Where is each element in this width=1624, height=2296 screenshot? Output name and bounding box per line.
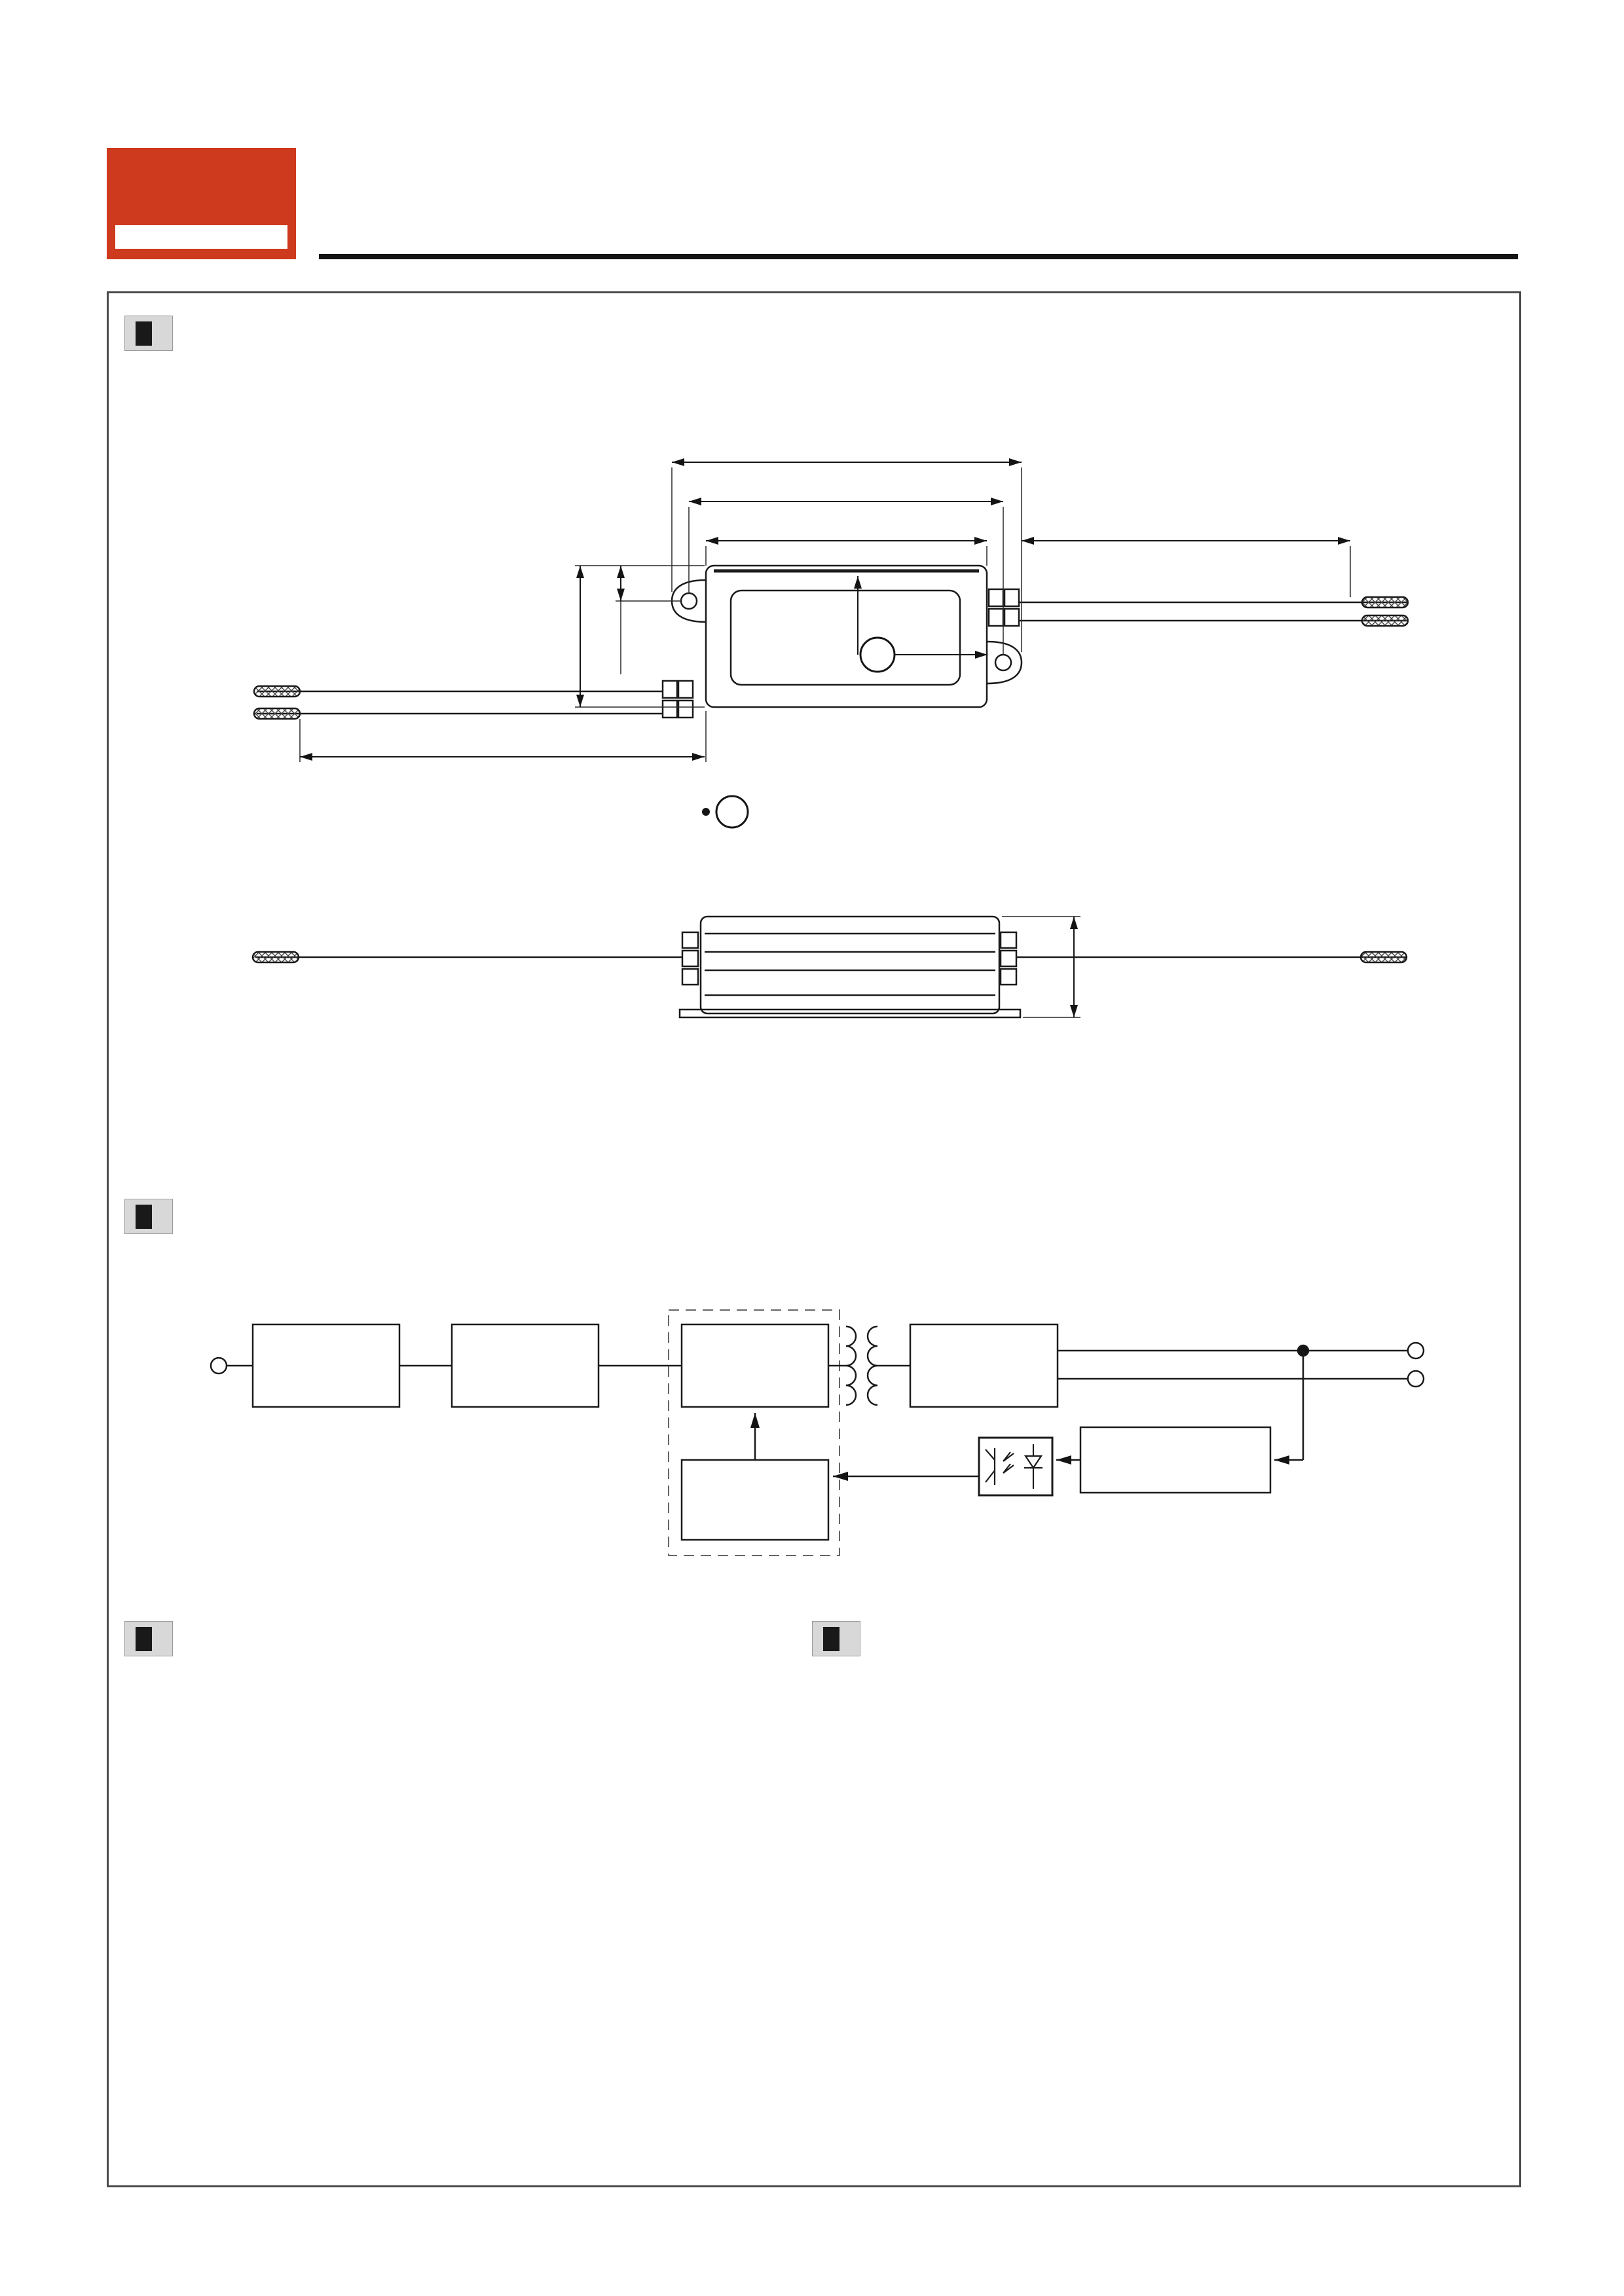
block-diagram [0,1172,1624,1630]
side-view-wires [253,952,1407,962]
block-diagram-shapes [211,1310,1424,1556]
section-bullet-icon [136,1627,152,1651]
derating-chart [236,1715,737,2039]
tc-note-circle [716,796,748,828]
top-view-wires [254,597,1408,719]
section-bullet-icon [823,1627,840,1651]
side-view-body [680,917,1020,1017]
tc-symbol-circle [860,638,895,672]
static-characteristic-chart [908,1711,1406,2031]
optocoupler-icon [986,1444,1043,1489]
top-view-body [663,566,1022,718]
dimension-extension-lines [300,467,1350,1017]
tc-note-bullet [702,808,710,816]
